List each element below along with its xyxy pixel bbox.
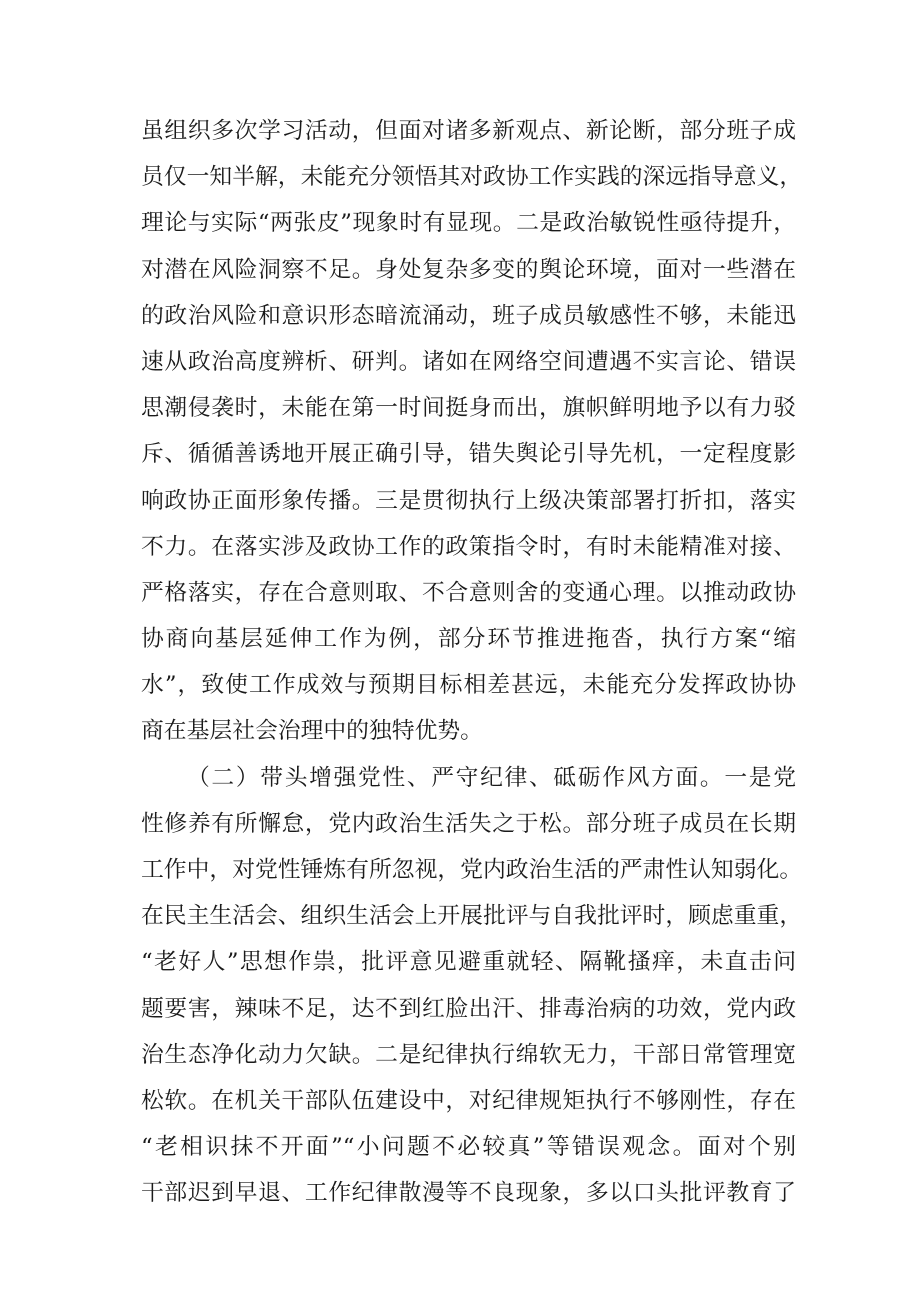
text-line: 响政协正面形象传播。三是贯彻执行上级决策部署打折扣，落实 xyxy=(141,487,796,514)
text-line: 不力。在落实涉及政协工作的政策指令时，有时未能精准对接、 xyxy=(141,533,796,560)
text-line: 斥、循循善诱地开展正确引导，错失舆论引导先机，一定程度影 xyxy=(141,441,796,468)
text-line: 干部迟到早退、工作纪律散漫等不良现象，多以口头批评教育了 xyxy=(141,1180,796,1207)
text-line: 工作中，对党性锤炼有所忽视，党内政治生活的严肃性认知弱化。 xyxy=(141,857,803,883)
text-line: 题要害，辣味不足，达不到红脸出汗、排毒治病的功效，党内政 xyxy=(141,995,796,1022)
text-line: 速从政治高度辨析、研判。诸如在网络空间遭遇不实言论、错误 xyxy=(141,348,796,375)
text-line: “老好人”思想作祟，批评意见避重就轻、隔靴搔痒，未直击问 xyxy=(141,949,796,976)
paragraph-2 xyxy=(141,755,803,1217)
text-line: 理论与实际“两张皮”现象时有显现。二是政治敏锐性亟待提升， xyxy=(141,210,796,237)
text-line: 商在基层社会治理中的独特优势。 xyxy=(141,718,483,745)
text-line: 思潮侵袭时，未能在第一时间挺身而出，旗帜鲜明地予以有力驳 xyxy=(141,395,796,422)
text-line: 性修养有所懈怠，党内政治生活失之于松。部分班子成员在长期 xyxy=(141,810,796,837)
text-line: 水”，致使工作成效与预期目标相差甚远，未能充分发挥政协协 xyxy=(141,672,796,699)
paragraph-1 xyxy=(141,108,803,755)
text-line: “老相识抹不开面”“小问题不必较真”等错误观念。面对个别 xyxy=(141,1134,796,1161)
text-line: 松软。在机关干部队伍建设中，对纪律规矩执行不够刚性，存在 xyxy=(141,1087,796,1114)
text-line: 协商向基层延伸工作为例，部分环节推进拖沓，执行方案“缩 xyxy=(141,626,796,653)
text-line: 严格落实，存在合意则取、不合意则舍的变通心理。以推动政协 xyxy=(141,579,796,606)
text-line: 的政治风险和意识形态暗流涌动，班子成员敏感性不够，未能迅 xyxy=(141,302,796,329)
text-line: 在民主生活会、组织生活会上开展批评与自我批评时，顾虑重重， xyxy=(141,903,803,930)
text-line: 员仅一知半解，未能充分领悟其对政协工作实践的深远指导意义， xyxy=(141,164,803,191)
text-line: 对潜在风险洞察不足。身处复杂多变的舆论环境，面对一些潜在 xyxy=(141,256,796,283)
text-line: （二）带头增强党性、严守纪律、砥砺作风方面。一是党 xyxy=(187,764,796,791)
text-line: 治生态净化动力欠缺。二是纪律执行绵软无力，干部日常管理宽 xyxy=(141,1041,796,1068)
text-line: 虽组织多次学习活动，但面对诸多新观点、新论断，部分班子成 xyxy=(141,118,796,144)
document-body xyxy=(141,108,803,1217)
